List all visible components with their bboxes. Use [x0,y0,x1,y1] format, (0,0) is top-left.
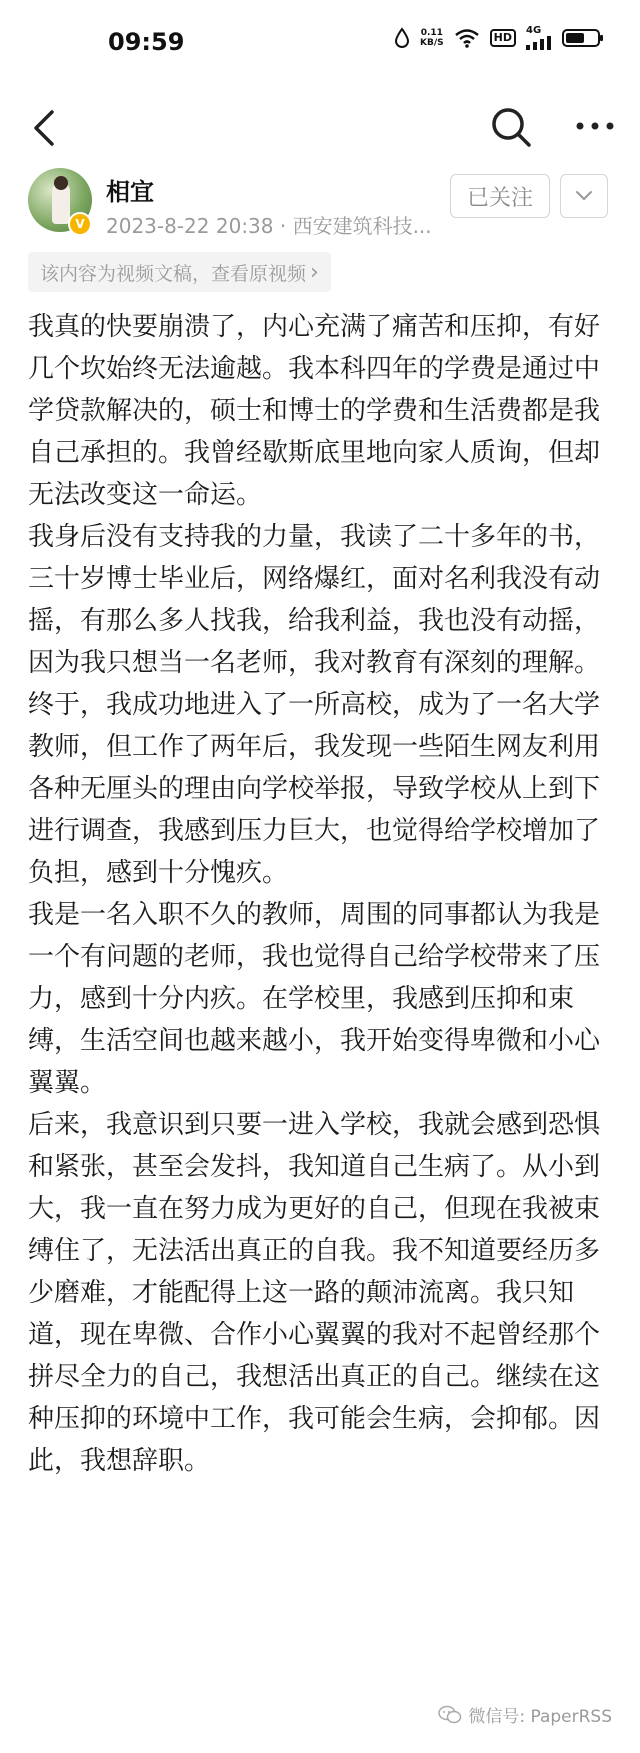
wifi-icon [454,28,480,48]
search-button[interactable] [488,104,534,150]
wechat-icon [438,1705,462,1725]
hd-badge: HD [490,29,516,47]
chevron-right-icon: › [310,259,319,285]
net-speed-value: 0.11 [420,28,443,38]
battery-level [566,33,584,43]
post-paragraph: 我身后没有支持我的力量，我读了二十多年的书，三十岁博士毕业后，网络爆红，面对名利我没有动摇，有那么多人找我，给我利益，我也没有动摇，因为我只想当一名老师，我对教育有深刻的理解。终于，我成功地进入了一所高校，成为了一名大学教师，但工作了两年后，我发现一些陌生网友利用各种无厘头的理由向学校举报，导致学校从上到下进行调查，我感到压力巨大，也觉得给学校增加了负担，感到十分愧疚。 [28,522,601,888]
chevron-down-icon [574,189,594,203]
post-content [28,306,616,1482]
watermark [438,1702,612,1727]
network-type: 4G [526,25,542,36]
avatar-head [54,176,68,190]
status-icons [394,26,600,50]
video-notice-text: 该内容为视频文稿，查看原视频 [40,262,307,285]
author-header [0,168,640,258]
status-bar [0,0,640,88]
signal-icon [526,36,552,50]
net-speed-unit: KB/S [420,38,444,48]
follow-button[interactable]: 已关注 [450,174,550,218]
post-paragraph: 我真的快要崩溃了，内心充满了痛苦和压抑，有好几个坎始终无法逾越。我本科四年的学费是通过中学贷款解决的，硕士和博士的学费和生活费都是我自己承担的。我曾经歇斯底里地向家人质询，但却无法改变这一命运。 [28,312,601,510]
post-paragraph: 后来，我意识到只要一进入学校，我就会感到恐惧和紧张，甚至会发抖，我知道自己生病了。从小到大，我一直在努力成为更好的自己，但现在我被束缚住了，无法活出真正的自我。我不知道要经历多少磨难，才能配得上这一路的颠沛流离。我只知道，现在卑微、合作小心翼翼的我对不起曾经那个拼尽全力的自己，我想活出真正的自己。继续在这种压抑的环境中工作，我可能会生病，会抑郁。因此，我想辞职。 [28,1110,601,1476]
view-original-video-link[interactable] [28,252,331,292]
verified-badge-icon: V [68,212,92,236]
status-time: 09:59 [108,28,185,56]
more-options-button[interactable] [570,106,620,146]
data-saver-icon [394,27,410,49]
post-paragraph: 我是一名入职不久的教师，周围的同事都认为我是一个有问题的老师，我也觉得自己给学校带来了压力，感到十分内疚。在学校里，我感到压抑和束缚，生活空间也越来越小，我开始变得卑微和小心翼翼。 [28,900,601,1098]
post-meta: 2023-8-22 20:38 · 西安建筑科技... [106,214,432,238]
watermark-text: 微信号: PaperRSS [468,1707,612,1727]
expand-button[interactable] [560,174,608,218]
author-name[interactable]: 相宜 [106,178,154,206]
network-indicator [526,26,552,50]
net-speed [420,28,444,48]
nav-bar [0,88,640,178]
battery-icon [562,29,600,47]
back-button[interactable] [24,106,68,150]
